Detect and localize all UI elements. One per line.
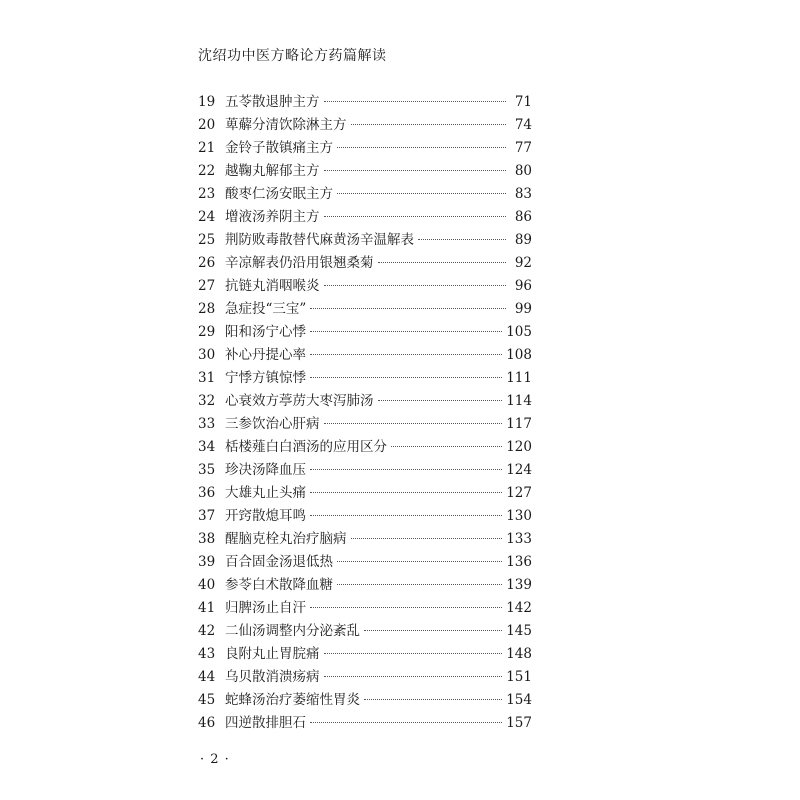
toc-entry-number: 35 xyxy=(198,462,216,478)
toc-entry-number: 45 xyxy=(198,692,216,708)
toc-entry-page: 148 xyxy=(506,646,532,662)
toc-entry-title: 急症投“三宝” xyxy=(225,301,307,317)
toc-entry xyxy=(198,90,532,113)
toc-entry-title: 萆薢分清饮除淋主方 xyxy=(225,117,347,133)
toc-entry-number: 44 xyxy=(198,669,216,685)
toc-entry-page: 142 xyxy=(506,600,532,616)
toc-dot-leader xyxy=(364,699,502,700)
toc-entry-title: 越鞠丸解郁主方 xyxy=(225,163,320,179)
toc-dot-leader xyxy=(337,561,502,562)
toc-entry-number: 31 xyxy=(198,370,216,386)
toc-entry xyxy=(198,711,532,734)
toc-entry-number: 42 xyxy=(198,623,216,639)
toc-entry-number: 26 xyxy=(198,255,216,271)
toc-entry-title: 归脾汤止自汗 xyxy=(225,600,306,616)
toc-entry-page: 133 xyxy=(506,531,532,547)
toc-entry-title: 良附丸止胃脘痛 xyxy=(225,646,320,662)
toc-entry xyxy=(198,435,532,458)
toc-entry-page: 136 xyxy=(506,554,532,570)
toc-entry-page: 92 xyxy=(514,255,532,271)
toc-entry-title: 栝楼薤白白酒汤的应用区分 xyxy=(225,439,387,455)
toc-entry xyxy=(198,159,532,182)
toc-entry-title: 蛇蜂汤治疗萎缩性胃炎 xyxy=(225,692,360,708)
toc-entry xyxy=(198,688,532,711)
toc-entry-title: 参苓白术散降血糖 xyxy=(225,577,333,593)
toc-dot-leader xyxy=(418,239,506,240)
toc-entry-number: 21 xyxy=(198,140,216,156)
toc-entry-page: 139 xyxy=(506,577,532,593)
toc-dot-leader xyxy=(310,308,506,309)
toc-dot-leader xyxy=(378,262,507,263)
toc-entry xyxy=(198,136,532,159)
toc-dot-leader xyxy=(324,170,507,171)
toc-entry xyxy=(198,527,532,550)
toc-entry-number: 25 xyxy=(198,232,216,248)
toc-entry-page: 124 xyxy=(506,462,532,478)
toc-dot-leader xyxy=(337,193,506,194)
toc-entry xyxy=(198,320,532,343)
toc-entry-number: 39 xyxy=(198,554,216,570)
toc-entry-page: 99 xyxy=(514,301,532,317)
toc-dot-leader xyxy=(310,331,502,332)
toc-entry-title: 心衰效方葶苈大枣泻肺汤 xyxy=(225,393,374,409)
toc-entry-number: 22 xyxy=(198,163,216,179)
toc-dot-leader xyxy=(378,400,503,401)
toc-entry-number: 27 xyxy=(198,278,216,294)
toc-entry-number: 34 xyxy=(198,439,216,455)
toc-entry xyxy=(198,619,532,642)
toc-entry-page: 157 xyxy=(506,715,532,731)
toc-entry xyxy=(198,366,532,389)
toc-entry xyxy=(198,389,532,412)
toc-entry-number: 38 xyxy=(198,531,216,547)
page-number: · 2 · xyxy=(200,752,230,767)
toc-entry-title: 酸枣仁汤安眠主方 xyxy=(225,186,333,202)
toc-entry-page: 86 xyxy=(514,209,532,225)
toc-dot-leader xyxy=(351,538,503,539)
toc-entry-page: 74 xyxy=(514,117,532,133)
toc-entry-title: 增液汤养阴主方 xyxy=(225,209,320,225)
toc-entry-number: 37 xyxy=(198,508,216,524)
toc-entry xyxy=(198,573,532,596)
toc-entry xyxy=(198,343,532,366)
toc-entry-title: 辛凉解表仍沿用银翘桑菊 xyxy=(225,255,374,271)
toc-entry-number: 46 xyxy=(198,715,216,731)
toc-entry-number: 32 xyxy=(198,393,216,409)
toc-entry-title: 金铃子散镇痛主方 xyxy=(225,140,333,156)
toc-dot-leader xyxy=(310,469,502,470)
toc-entry xyxy=(198,458,532,481)
toc-dot-leader xyxy=(310,354,502,355)
toc-dot-leader xyxy=(310,492,502,493)
toc-dot-leader xyxy=(310,377,502,378)
toc-entry-number: 33 xyxy=(198,416,216,432)
toc-entry-number: 30 xyxy=(198,347,216,363)
toc-entry-title: 二仙汤调整内分泌紊乱 xyxy=(225,623,360,639)
toc-dot-leader xyxy=(364,630,502,631)
toc-dot-leader xyxy=(310,515,502,516)
toc-dot-leader xyxy=(310,607,502,608)
toc-entry-title: 补心丹提心率 xyxy=(225,347,306,363)
toc-entry-page: 71 xyxy=(514,94,532,110)
toc-entry-title: 百合固金汤退低热 xyxy=(225,554,333,570)
toc-entry-title: 抗链丸消咽喉炎 xyxy=(225,278,320,294)
toc-entry-title: 荆防败毒散替代麻黄汤辛温解表 xyxy=(225,232,414,248)
toc-entry-page: 154 xyxy=(506,692,532,708)
toc-entry-title: 大雄丸止头痛 xyxy=(225,485,306,501)
toc-entry-title: 珍决汤降血压 xyxy=(225,462,306,478)
toc-entry-title: 乌贝散消溃疡病 xyxy=(225,669,320,685)
toc-entry-title: 阳和汤宁心悸 xyxy=(225,324,306,340)
toc-entry xyxy=(198,642,532,665)
toc-entry-number: 40 xyxy=(198,577,216,593)
toc-entry xyxy=(198,113,532,136)
toc-dot-leader xyxy=(310,722,502,723)
toc-dot-leader xyxy=(337,584,502,585)
toc-entry-page: 130 xyxy=(506,508,532,524)
toc-entry xyxy=(198,251,532,274)
toc-entry-number: 36 xyxy=(198,485,216,501)
toc-entry-number: 43 xyxy=(198,646,216,662)
toc-entry-number: 41 xyxy=(198,600,216,616)
toc-dot-leader xyxy=(351,124,507,125)
toc-dot-leader xyxy=(324,423,503,424)
table-of-contents xyxy=(198,90,532,734)
toc-entry-page: 108 xyxy=(506,347,532,363)
toc-dot-leader xyxy=(391,446,502,447)
toc-entry-page: 96 xyxy=(514,278,532,294)
toc-entry-title: 五苓散退肿主方 xyxy=(225,94,320,110)
toc-entry-title: 醒脑克栓丸治疗脑病 xyxy=(225,531,347,547)
toc-entry-number: 29 xyxy=(198,324,216,340)
running-header: 沈绍功中医方略论方药篇解读 xyxy=(198,48,387,64)
toc-entry-page: 77 xyxy=(514,140,532,156)
toc-entry-title: 宁悸方镇惊悸 xyxy=(225,370,306,386)
toc-entry-title: 三参饮治心肝病 xyxy=(225,416,320,432)
toc-dot-leader xyxy=(324,676,503,677)
toc-dot-leader xyxy=(324,285,507,286)
toc-entry xyxy=(198,182,532,205)
toc-entry-page: 105 xyxy=(506,324,532,340)
toc-entry-page: 114 xyxy=(506,393,532,409)
toc-entry-title: 开窍散熄耳鸣 xyxy=(225,508,306,524)
toc-entry xyxy=(198,596,532,619)
toc-entry-number: 28 xyxy=(198,301,216,317)
toc-entry-number: 19 xyxy=(198,94,216,110)
toc-entry-page: 111 xyxy=(506,370,532,386)
toc-entry-page: 127 xyxy=(506,485,532,501)
toc-entry xyxy=(198,665,532,688)
toc-entry-page: 83 xyxy=(514,186,532,202)
toc-dot-leader xyxy=(324,216,507,217)
toc-entry-page: 89 xyxy=(514,232,532,248)
toc-dot-leader xyxy=(324,653,503,654)
toc-entry xyxy=(198,228,532,251)
toc-entry-page: 80 xyxy=(514,163,532,179)
toc-entry xyxy=(198,481,532,504)
toc-entry-page: 151 xyxy=(506,669,532,685)
toc-entry-number: 20 xyxy=(198,117,216,133)
toc-entry xyxy=(198,550,532,573)
toc-entry xyxy=(198,205,532,228)
toc-entry xyxy=(198,274,532,297)
toc-entry-page: 117 xyxy=(506,416,532,432)
toc-entry-page: 145 xyxy=(506,623,532,639)
toc-entry-number: 23 xyxy=(198,186,216,202)
toc-dot-leader xyxy=(324,101,507,102)
toc-dot-leader xyxy=(337,147,506,148)
toc-entry xyxy=(198,412,532,435)
toc-entry-title: 四逆散排胆石 xyxy=(225,715,306,731)
toc-entry xyxy=(198,297,532,320)
toc-entry-number: 24 xyxy=(198,209,216,225)
toc-entry xyxy=(198,504,532,527)
toc-entry-page: 120 xyxy=(506,439,532,455)
